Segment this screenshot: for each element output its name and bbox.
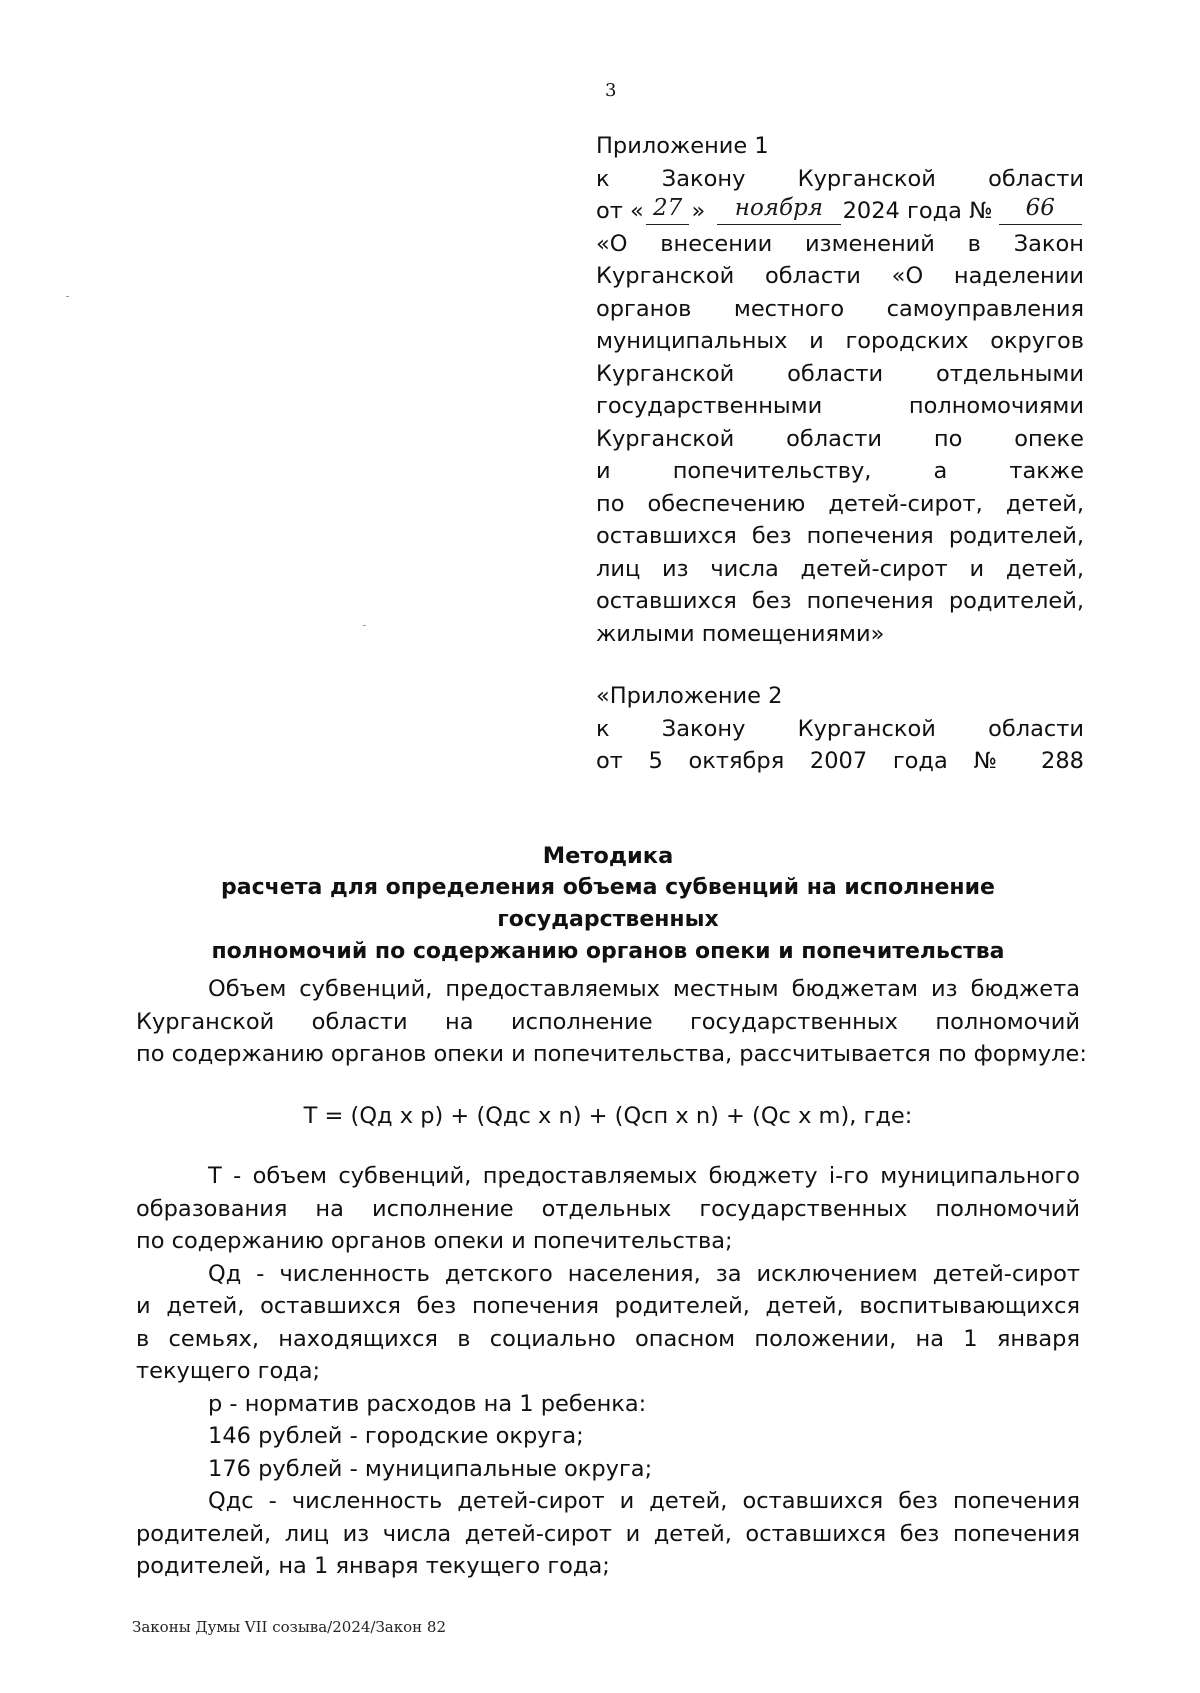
- annex-1-title-line: Курганской области «О наделении: [596, 263, 1084, 289]
- annex-1-title-line: «О внесении изменений в Закон: [596, 230, 1084, 257]
- document-footer: Законы Думы VII созыва/2024/Закон 82: [132, 1618, 447, 1636]
- annex-2-reference: [596, 680, 1084, 778]
- annex-1-label: Приложение 1: [596, 133, 769, 159]
- law-number-field: [999, 195, 1083, 225]
- definition-qds-line: родителей, на 1 января текущего года;: [136, 1553, 610, 1579]
- annex-1-law-line: к Закону Курганской области: [596, 165, 1084, 192]
- annex-1-reference: [596, 130, 1084, 650]
- title-line: полномочий по содержанию органов опеки и попечительства: [211, 939, 1005, 964]
- annex-1-title-line: Курганской области по опеке: [596, 425, 1084, 452]
- scan-speck: [363, 625, 366, 626]
- date-day-field: [646, 195, 690, 225]
- handwritten-law-number: 66: [1025, 195, 1055, 221]
- annex-1-title-line: и попечительству, а также: [596, 458, 1084, 484]
- definition-qds-line: родителей, лиц из числа детей-сирот и детей, оставшихся без попечения: [136, 1520, 1080, 1547]
- annex-1-title-line: лиц из числа детей-сирот и детей,: [596, 555, 1084, 582]
- definition-p-line: 176 рублей - муниципальные округа;: [208, 1455, 653, 1482]
- paragraph-line: по содержанию органов опеки и попечительства, рассчитывается по формуле:: [136, 1041, 1087, 1067]
- intro-paragraph: [136, 973, 1087, 1071]
- date-quote-close: »: [691, 198, 706, 224]
- page-number: 3: [605, 80, 617, 101]
- annex-2-law-line: к Закону Курганской области: [596, 715, 1084, 742]
- date-prefix: от «: [596, 198, 644, 224]
- handwritten-month: ноября: [734, 195, 824, 221]
- title-heading: Методика: [542, 843, 674, 869]
- annex-2-label: «Приложение 2: [596, 683, 783, 709]
- formula-definitions: [136, 1160, 1080, 1583]
- methodology-title: [136, 840, 1080, 968]
- definition-qds-line: Qдс - численность детей-сирот и детей, оставшихся без попечения: [208, 1488, 1080, 1514]
- annex-1-title-line: по обеспечению детей-сирот, детей,: [596, 490, 1084, 517]
- title-line: расчета для определения объема субвенций на исполнение государственных: [221, 875, 995, 932]
- definition-p-line: 146 рублей - городские округа;: [208, 1423, 584, 1449]
- paragraph-line: Курганской области на исполнение государственных полномочий: [136, 1008, 1080, 1035]
- annex-1-title-line: государственными полномочиями: [596, 393, 1084, 419]
- annex-1-date-line: [596, 195, 1084, 228]
- definition-t-line: по содержанию органов опеки и попечительства;: [136, 1228, 733, 1254]
- definition-p-line: p - норматив расходов на 1 ребенка:: [208, 1390, 647, 1417]
- definition-qd-line: текущего года;: [136, 1358, 321, 1384]
- definition-qd-line: и детей, оставшихся без попечения родителей, детей, воспитывающихся: [136, 1293, 1080, 1319]
- annex-1-title-line: Курганской области отдельными: [596, 360, 1084, 387]
- definition-qd-line: Qд - численность детского населения, за исключением детей-сирот: [208, 1260, 1080, 1287]
- handwritten-day: 27: [652, 195, 683, 221]
- definition-t-line: T - объем субвенций, предоставляемых бюджету i-го муниципального: [208, 1163, 1080, 1189]
- definition-qd-line: в семьях, находящихся в социально опасном положении, на 1 января: [136, 1325, 1080, 1352]
- annex-1-title-line: органов местного самоуправления: [596, 295, 1084, 322]
- annex-1-title-line: оставшихся без попечения родителей,: [596, 523, 1084, 549]
- paragraph-line: Объем субвенций, предоставляемых местным бюджетам из бюджета: [208, 976, 1080, 1002]
- definition-t-line: образования на исполнение отдельных государственных полномочий: [136, 1195, 1080, 1222]
- annex-1-title-line: оставшихся без попечения родителей,: [596, 588, 1084, 614]
- scan-speck: [66, 296, 69, 297]
- annex-1-title-last-line: жилыми помещениями»: [596, 620, 885, 647]
- subvention-formula: T = (Qд x p) + (Qдс x n) + (Qсп x n) + (Qс x m), где:: [303, 1103, 913, 1129]
- annex-2-date-line: от 5 октября 2007 года № 288: [596, 748, 1084, 774]
- date-year-number-label: 2024 года №: [842, 198, 993, 224]
- date-month-field: [717, 195, 840, 225]
- annex-1-title-line: муниципальных и городских округов: [596, 328, 1084, 354]
